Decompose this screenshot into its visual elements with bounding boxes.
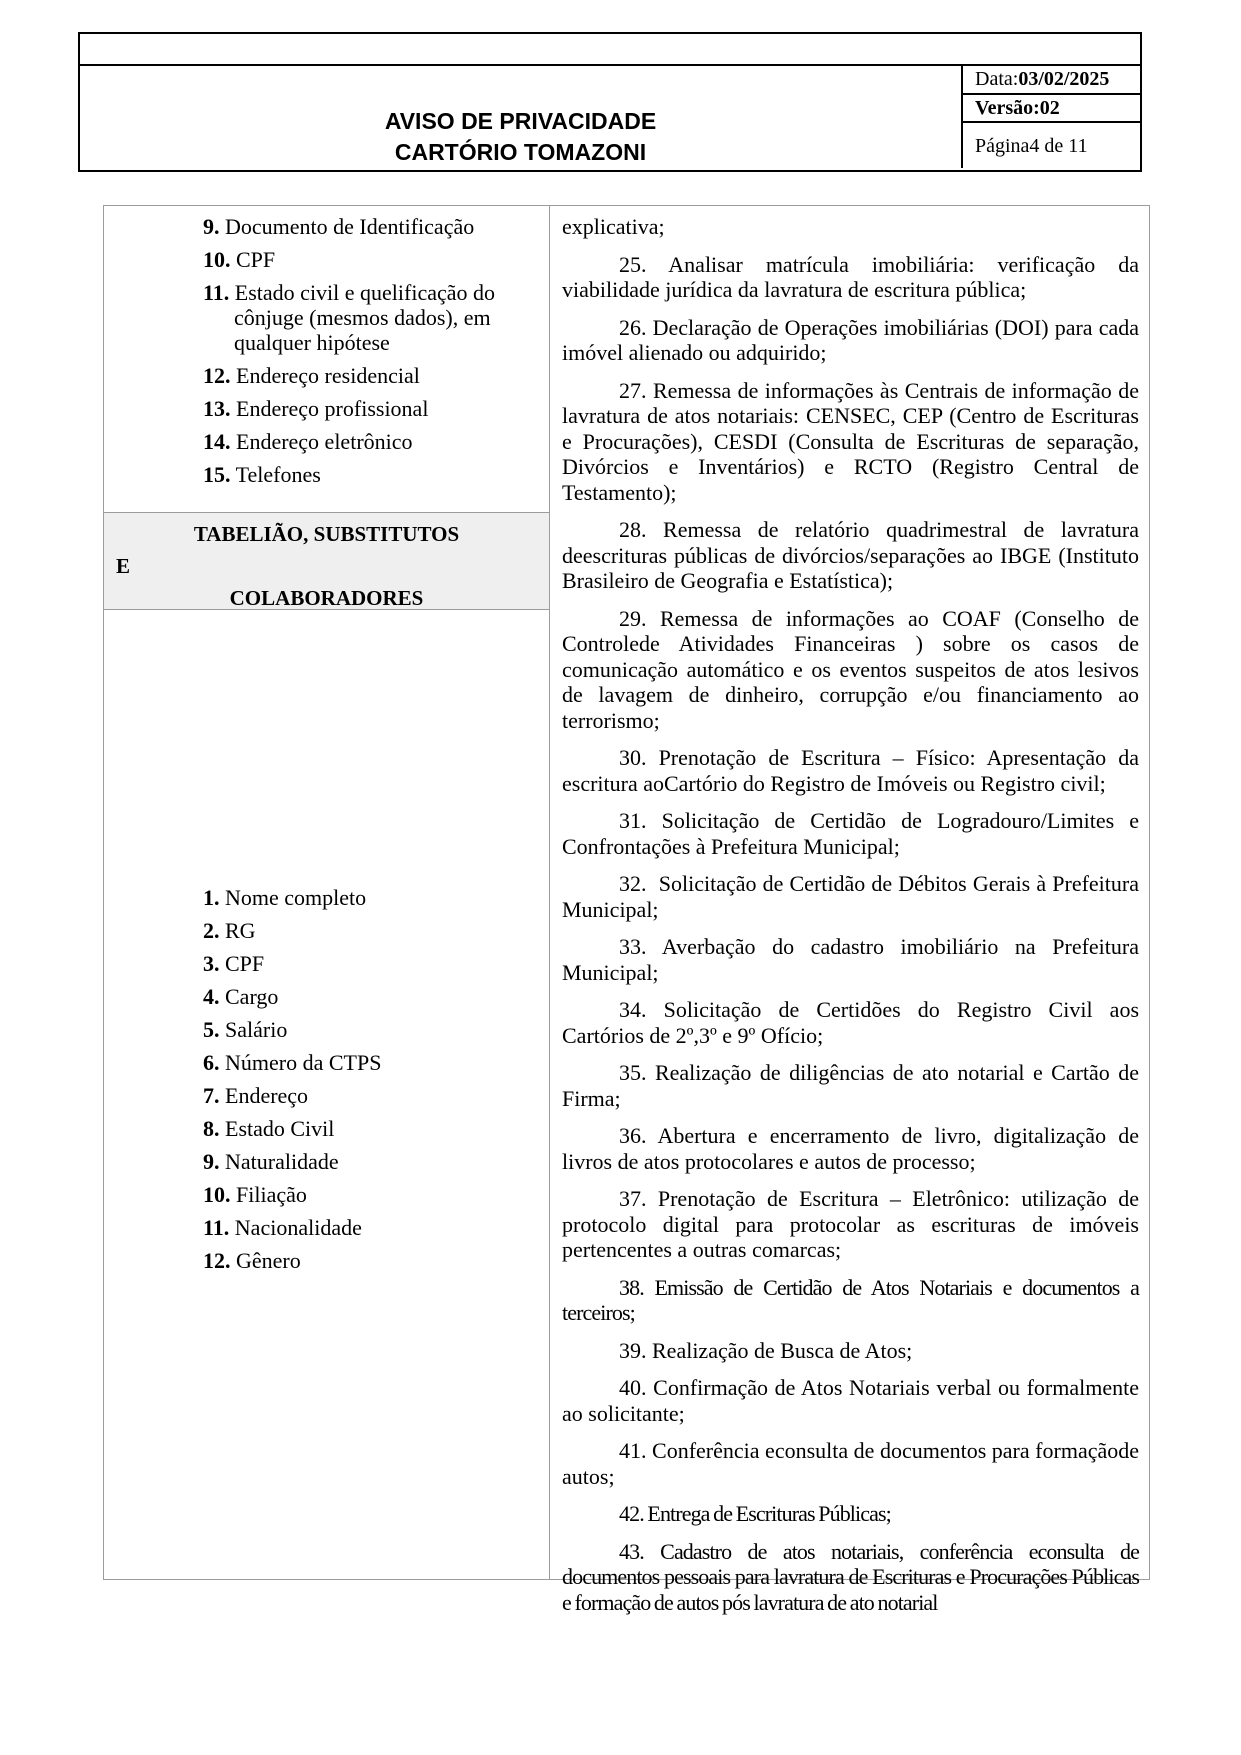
- list-item: [203, 918, 543, 943]
- item-label: Documento de Identificação: [225, 214, 475, 239]
- paragraph-text: Cadastro de atos notariais, conferência econsulta de documentos pessoais para lavratura de Escrituras e Procurações Públicas e formação de autos pós lavratura de ato notarial: [562, 1538, 1139, 1615]
- item-label: Nome completo: [225, 885, 367, 910]
- paragraph: [562, 1275, 1139, 1326]
- paragraph-number: 37.: [619, 1186, 647, 1211]
- paragraph-text: Remessa de relatório quadrimestral de lavratura deescrituras públicas de divórcios/separações ao IBGE (Instituto Brasileiro de Geografia e Estatística);: [562, 517, 1140, 593]
- item-number: 5.: [203, 1017, 220, 1042]
- paragraph-number: 27.: [619, 377, 647, 403]
- left-list-b-cell: [104, 610, 549, 1579]
- item-number: 10.: [203, 247, 231, 272]
- paragraph-number: 29.: [619, 605, 647, 631]
- paragraph: [562, 214, 1139, 240]
- item-number: 12.: [203, 1248, 231, 1273]
- right-column: [550, 206, 1149, 1615]
- paragraph-number: 34.: [619, 997, 647, 1022]
- item-label: Telefones: [235, 462, 321, 487]
- list-item: [203, 214, 543, 239]
- item-label: Endereço profissional: [236, 396, 429, 421]
- paragraph-number: 31.: [619, 808, 647, 833]
- item-number: 10.: [203, 1182, 231, 1207]
- paragraph-number: 42.: [619, 1501, 644, 1526]
- paragraph-text: Remessa de informações às Centrais de informação de lavratura de atos notariais: CENSEC, CEP (Centro de Escrituras e Procurações), CESDI (Consulta de Escrituras de separação, Divórcios e Inventários) e RCTO (Registro Central de Testamento);: [562, 377, 1140, 505]
- numbered-list-a: [104, 214, 543, 487]
- list-item: [203, 1083, 543, 1108]
- section-header-cell: [104, 513, 549, 610]
- paragraph: [562, 606, 1139, 734]
- paragraph-number: 26.: [619, 314, 647, 340]
- list-item: [203, 1050, 543, 1075]
- paragraph-text: Analisar matrícula imobiliária: verificação da viabilidade jurídica da lavratura de escritura pública;: [562, 251, 1139, 302]
- paragraph-number: 39.: [619, 1337, 647, 1363]
- paragraph-number: 38.: [619, 1274, 644, 1300]
- header-version-cell: Versão:02: [963, 95, 1140, 123]
- paragraph-number: 43.: [619, 1538, 644, 1564]
- item-label: Cargo: [225, 984, 279, 1009]
- paragraph-text: Prenotação de Escritura – Eletrônico: utilização de protocolo digital para protocolar as escrituras de imóveis pertencentes a outras comarcas;: [562, 1186, 1140, 1262]
- paragraph-number: 36.: [619, 1123, 647, 1148]
- item-number: 9.: [203, 1149, 220, 1174]
- paragraph: [562, 517, 1139, 594]
- list-item: [203, 951, 543, 976]
- header-page-number-cell: Página4 de 11: [975, 135, 1088, 157]
- paragraph-text: Declaração de Operações imobiliárias (DOI) para cada imóvel alienado ou adquirido;: [562, 314, 1139, 365]
- item-label: Naturalidade: [225, 1149, 339, 1174]
- paragraph: [562, 1338, 1139, 1364]
- item-number: 7.: [203, 1083, 220, 1108]
- list-item: [203, 396, 543, 421]
- paragraph-text: Emissão de Certidão de Atos Notariais e documentos a terceiros;: [562, 1274, 1139, 1325]
- header-empty-row: [80, 34, 1140, 66]
- content-table: [103, 205, 1150, 1615]
- item-label: Gênero: [236, 1248, 301, 1273]
- header-bottom-row: [80, 66, 1140, 168]
- item-number: 8.: [203, 1116, 220, 1141]
- header-date-cell: [963, 66, 1140, 95]
- numbered-list-b: [104, 885, 543, 1273]
- item-label: Endereço residencial: [236, 363, 420, 388]
- paragraph-text: Entrega de Escrituras Públicas;: [647, 1501, 891, 1526]
- item-number: 13.: [203, 396, 231, 421]
- paragraph-text: Confirmação de Atos Notariais verbal ou formalmente ao solicitante;: [562, 1375, 1140, 1426]
- paragraph-text: Averbação do cadastro imobiliário na Prefeitura Municipal;: [562, 934, 1139, 985]
- list-item: [203, 429, 543, 454]
- item-label: Estado Civil: [225, 1116, 335, 1141]
- item-number: 11.: [203, 1215, 230, 1240]
- item-label: CPF: [236, 247, 276, 272]
- item-label: Salário: [225, 1017, 288, 1042]
- paragraph: [562, 997, 1139, 1048]
- paragraph-text: Realização de diligências de ato notarial e Cartão de Firma;: [562, 1060, 1139, 1111]
- paragraph-text: Conferência econsulta de documentos para formaçãode autos;: [562, 1438, 1139, 1489]
- date-label: Data:: [975, 68, 1019, 90]
- paragraph-number: 40.: [619, 1375, 647, 1400]
- paragraph: [562, 745, 1139, 796]
- item-number: 14.: [203, 429, 231, 454]
- paragraph-number: 28.: [619, 517, 647, 542]
- paragraph-text: explicativa;: [562, 214, 665, 239]
- paragraph: [562, 1438, 1139, 1489]
- item-number: 6.: [203, 1050, 220, 1075]
- paragraph: [562, 1375, 1139, 1426]
- list-item: [203, 1017, 543, 1042]
- paragraph-text: Solicitação de Certidão de Débitos Gerais à Prefeitura Municipal;: [562, 871, 1139, 922]
- paragraph: [562, 1539, 1139, 1616]
- list-item: [203, 280, 543, 355]
- paragraph-number: 32.: [619, 871, 647, 896]
- item-label: Número da CTPS: [225, 1050, 382, 1075]
- paragraph-text: Prenotação de Escritura – Físico: Apresentação da escritura aoCartório do Registro de Imóveis ou Registro civil;: [562, 745, 1139, 796]
- list-item: [203, 1215, 543, 1240]
- header-table: [78, 32, 1142, 172]
- page-title-line2: CARTÓRIO TOMAZONI: [394, 139, 647, 165]
- paragraph-number: 41.: [619, 1438, 647, 1463]
- item-number: 11.: [203, 280, 230, 305]
- list-item: [203, 1149, 543, 1174]
- item-number: 3.: [203, 951, 220, 976]
- section-title-line2: E: [116, 554, 131, 578]
- page-title-line1: AVISO DE PRIVACIDADE: [384, 108, 657, 134]
- item-label: RG: [225, 918, 256, 943]
- item-label: CPF: [225, 951, 265, 976]
- section-title-line3: COLABORADORES: [229, 586, 424, 610]
- list-item: [203, 885, 543, 910]
- paragraph-text: Realização de Busca de Atos;: [652, 1337, 913, 1363]
- item-label: Filiação: [236, 1182, 307, 1207]
- paragraph: [562, 871, 1139, 922]
- paragraph-number: 25.: [619, 251, 647, 277]
- paragraph-text: Abertura e encerramento de livro, digitalização de livros de atos protocolares e autos de processo;: [562, 1123, 1139, 1174]
- paragraph: [562, 934, 1139, 985]
- paragraph: [562, 378, 1139, 506]
- paragraph: [562, 808, 1139, 859]
- paragraph-number: 33.: [619, 934, 647, 959]
- item-label: Endereço: [225, 1083, 309, 1108]
- paragraph-text: Solicitação de Certidão de Logradouro/Limites e Confrontações à Prefeitura Municipal;: [562, 808, 1139, 859]
- list-item: [203, 247, 543, 272]
- header-meta-cells: [961, 66, 1140, 168]
- paragraph: [562, 252, 1139, 303]
- paragraph: [562, 1123, 1139, 1174]
- list-item: [203, 462, 543, 487]
- paragraph: [562, 1501, 1139, 1527]
- paragraph: [562, 315, 1139, 366]
- document-title-cell: [80, 66, 961, 168]
- list-item: [203, 984, 543, 1009]
- item-label: Nacionalidade: [234, 1215, 362, 1240]
- item-number: 4.: [203, 984, 220, 1009]
- item-label: Endereço eletrônico: [236, 429, 413, 454]
- paragraph-text: Remessa de informações ao COAF (Conselho de Controlede Atividades Financeiras ) sobre os casos de comunicação automático e os eventos suspeitos de atos lesivos de lavagem de dinheiro, corrupção e/ou financiamento ao terrorismo;: [562, 605, 1139, 733]
- paragraph-number: 30.: [619, 745, 647, 770]
- item-number: 1.: [203, 885, 220, 910]
- list-item: [203, 1182, 543, 1207]
- left-column: [104, 206, 550, 1579]
- paragraph: [562, 1186, 1139, 1263]
- list-item: [203, 1248, 543, 1273]
- paragraph: [562, 1060, 1139, 1111]
- paragraph-text: Solicitação de Certidões do Registro Civil aos Cartórios de 2º,3º e 9º Ofício;: [562, 997, 1140, 1048]
- section-title-line1: TABELIÃO, SUBSTITUTOS: [193, 522, 460, 546]
- item-label: Estado civil e quelificação do cônjuge (mesmos dados), em qualquer hipótese: [234, 280, 496, 355]
- list-item: [203, 1116, 543, 1141]
- date-value: 03/02/2025: [1018, 68, 1110, 90]
- item-number: 9.: [203, 214, 220, 239]
- left-list-a-cell: [104, 206, 549, 513]
- item-number: 15.: [203, 462, 231, 487]
- item-number: 12.: [203, 363, 231, 388]
- paragraph-number: 35.: [619, 1060, 647, 1085]
- list-item: [203, 363, 543, 388]
- item-number: 2.: [203, 918, 220, 943]
